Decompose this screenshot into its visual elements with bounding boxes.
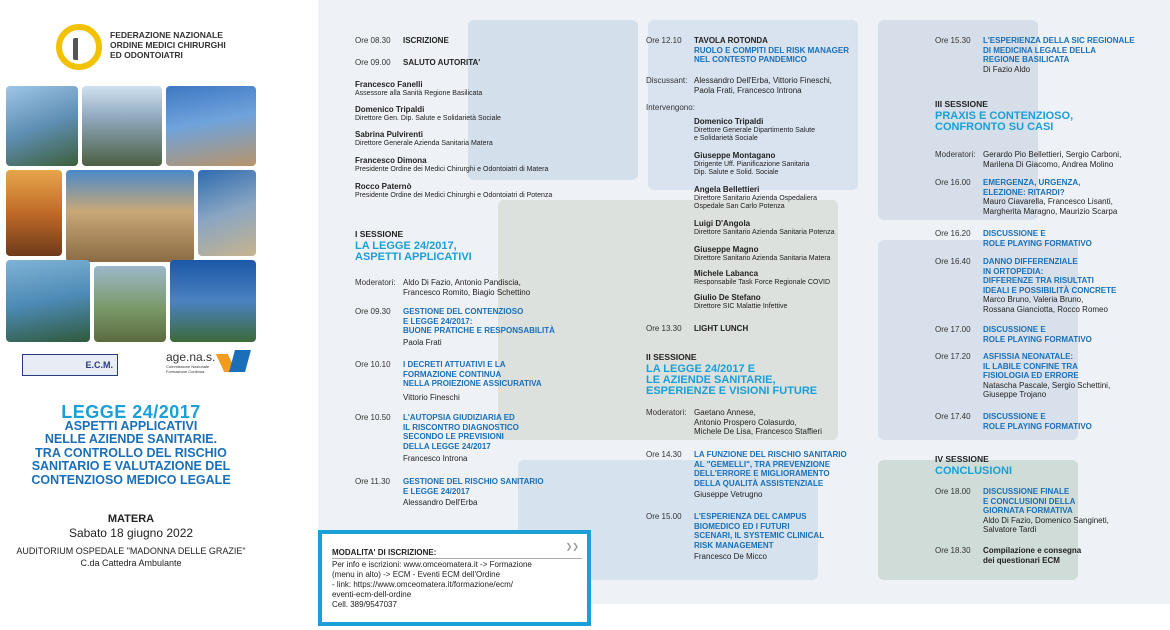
time: Ore 14.30: [646, 450, 682, 459]
event-date: Sabato 18 giugno 2022: [68, 526, 194, 540]
session-label: III SESSIONE: [935, 99, 988, 109]
speaker: Rocco Paternò Presidente Ordine dei Medici Chirurghi e Odontoiatri di Potenza: [355, 182, 553, 199]
fnomceo-emblem-icon: [56, 24, 102, 70]
moderators: Gerardo Pio Bellettieri, Sergio Carboni, Marilena Di Giacomo, Andrea Molino: [983, 150, 1122, 169]
moderators: Gaetano Annese, Antonio Prospero Colasurdo, Michele De Lisa, Francesco Staffieri: [694, 408, 822, 437]
moderators-label: Moderatori:: [646, 408, 687, 417]
speakers-label: Intervengono:: [646, 103, 695, 112]
round-table: TAVOLA ROTONDA RUOLO E COMPITI DEL RISK MANAGER NEL CONTESTO PANDEMICO: [694, 36, 849, 65]
photo-road: [82, 86, 162, 166]
talk: LA FUNZIONE DEL RISCHIO SANITARIO AL "GEMELLI", TRA PREVENZIONE DELL'ERRORE E MIGLIORAMENTO DELLA QUALITÀ ASSISTENZIALE Giuseppe Vetrugno: [694, 450, 847, 500]
speaker: Angela Bellettieri Direttore Sanitario Azienda Ospedaliera Ospedale San Carlo Potenza: [694, 185, 817, 211]
session-title: LA LEGGE 24/2017 E LE AZIENDE SANITARIE, ESPERIENZE E VISIONI FUTURE: [646, 363, 818, 397]
time: Ore 17.20: [935, 352, 971, 361]
time: Ore 12.10: [646, 36, 682, 45]
time: Ore 09.30: [355, 307, 391, 316]
talk: L'ESPERIENZA DELLA SIC REGIONALE DI MEDICINA LEGALE DELLA REGIONE BASILICATA Di Fazio Aldo: [983, 36, 1135, 74]
event-title: LEGGE 24/2017: [61, 402, 201, 422]
speaker: Luigi D'Angola Direttore Sanitario Azienda Sanitaria Potenza: [694, 219, 835, 236]
event-venue: AUDITORIUM OSPEDALE "MADONNA DELLE GRAZIE" C.da Cattedra Ambulante: [16, 546, 246, 568]
agenda-item: SALUTO AUTORITA': [403, 58, 481, 67]
time: Ore 16.00: [935, 178, 971, 187]
time: Ore 09.00: [355, 58, 391, 67]
talk: Compilazione e consegna dei questionari ECM: [983, 546, 1082, 565]
session-label: I SESSIONE: [355, 229, 404, 239]
event-subtitle: ASPETTI APPLICATIVI NELLE AZIENDE SANITARIE. TRA CONTROLLO DEL RISCHIO SANITARIO E VALUTAZIONE DEL CONTENZIOSO MEDICO LEGALE: [31, 419, 231, 487]
speaker: Michele Labanca Responsabile Task Force Regionale COVID: [694, 269, 831, 286]
speaker: Francesco Dimona Presidente Ordine dei Medici Chirurghi e Odontoiatri di Matera: [355, 156, 549, 173]
registration-title: MODALITA' DI ISCRIZIONE:: [332, 548, 437, 557]
agenda-item: ISCRIZIONE: [403, 36, 449, 45]
time: Ore 17.40: [935, 412, 971, 421]
talk: L'ESPERIENZA DEL CAMPUS BIOMEDICO ED I FUTURI SCENARI, IL SYSTEMIC CLINICAL RISK MANAGEMENT Francesco De Micco: [694, 512, 825, 562]
talk: GESTIONE DEL CONTENZIOSO E LEGGE 24/2017: BUONE PRATICHE E RESPONSABILITÀ Paola Frati: [403, 307, 555, 347]
time: Ore 15.00: [646, 512, 682, 521]
lunch: LIGHT LUNCH: [694, 324, 749, 333]
moderators-label: Moderatori:: [935, 150, 976, 159]
speaker: Francesco Fanelli Assessore alla Sanità Regione Basilicata: [355, 80, 483, 97]
photo-matera-center: [66, 170, 194, 262]
time: Ore 16.40: [935, 257, 971, 266]
divider: [332, 558, 582, 559]
agenas-logo: age.na.s. Commissione Nazionale Formazione Continua: [166, 350, 266, 380]
cover-panel: [0, 0, 262, 630]
time: Ore 11.30: [355, 477, 390, 486]
moderators: Aldo Di Fazio, Antonio Pandiscia, Francesco Romito, Biagio Schettino: [403, 278, 531, 297]
photo-columns: [198, 170, 256, 256]
time: Ore 16.20: [935, 229, 971, 238]
time: Ore 18.30: [935, 546, 971, 555]
talk: EMERGENZA, URGENZA, ELEZIONE: RITARDI? Mauro Ciavarella, Francesco Lisanti, Margherita Maragno, Maurizio Scarpa: [983, 178, 1118, 216]
talk: DISCUSSIONE FINALE E CONCLUSIONI DELLA GIORNATA FORMATIVA Aldo Di Fazio, Domenico Sangineti, Salvatore Tardi: [983, 487, 1109, 535]
photo-tower: [166, 86, 256, 166]
photo-mountains: [170, 260, 256, 342]
talk: DISCUSSIONE E ROLE PLAYING FORMATIVO: [983, 412, 1092, 431]
photo-hills: [94, 266, 166, 342]
session-title: LA LEGGE 24/2017, ASPETTI APPLICATIVI: [355, 240, 472, 263]
speaker: Domenico Tripaldi Direttore Generale Dipartimento Salute e Solidarietà Sociale: [694, 117, 816, 143]
talk: ASFISSIA NEONATALE: IL LABILE CONFINE TRA FISIOLOGIA ED ERRORE Natascha Pascale, Sergio Schettini, Giuseppe Trojano: [983, 352, 1111, 400]
photo-mosaic: [6, 86, 256, 342]
moderators-label: Moderatori:: [355, 278, 396, 287]
talk: I DECRETI ATTUATIVI E LA FORMAZIONE CONTINUA NELLA PROIEZIONE ASSICURATIVA Vittorio Fineschi: [403, 360, 542, 402]
talk: GESTIONE DEL RISCHIO SANITARIO E LEGGE 24/2017 Alessandro Dell'Erba: [403, 477, 544, 508]
time: Ore 17.00: [935, 325, 971, 334]
registration-box: [318, 530, 591, 626]
registration-link-cont[interactable]: eventi-ecm-dell-ordine: [332, 590, 412, 599]
speaker: Giuseppe Montagano Dirigente Uff. Pianificazione Sanitaria Dip. Salute e Solid. Sociale: [694, 151, 810, 177]
speaker: Giulio De Stefano Direttore SIC Malattie Infettive: [694, 293, 788, 310]
discussant-label: Discussant:: [646, 76, 688, 85]
event-city: MATERA: [107, 513, 155, 525]
sponsor-logos: [22, 350, 242, 380]
talk: DISCUSSIONE E ROLE PLAYING FORMATIVO: [983, 229, 1092, 248]
time: Ore 08.30: [355, 36, 391, 45]
speaker: Sabrina Pulvirenti Direttore Generale Azienda Sanitaria Matera: [355, 130, 493, 147]
session-label: II SESSIONE: [646, 352, 697, 362]
speaker: Domenico Tripaldi Direttore Gen. Dip. Salute e Solidarietà Sociale: [355, 105, 501, 122]
time: Ore 10.10: [355, 360, 391, 369]
discussants: Alessandro Dell'Erba, Vittorio Fineschi, Paola Frati, Francesco Introna: [694, 76, 832, 95]
talk: DANNO DIFFERENZIALE IN ORTOPEDIA: DIFFERENZE TRA RISULTATI IDEALI E POSSIBILITÀ CONCRETE Marco Bruno, Valeria Bruno, Rossana Gianciotta, Rocco Romeo: [983, 257, 1117, 314]
talk: L'AUTOPSIA GIUDIZIARIA ED IL RISCONTRO DIAGNOSTICO SECONDO LE PREVISIONI DELLA LEGGE 24/2017 Francesco Introna: [403, 413, 519, 464]
speaker: Giuseppe Magno Direttore Sanitario Azienda Sanitaria Matera: [694, 245, 831, 262]
session-title: CONCLUSIONI: [935, 465, 1012, 477]
registration-link[interactable]: - link: https://www.omceomatera.it/formazione/ecm/: [332, 580, 513, 589]
registration-info: Per info e iscrizioni: www.omceomatera.it -> Formazione (menu in alto) -> ECM - Eventi ECM dell'Ordine - link: https://www.omceomatera.it/formazione/ecm/ eventi-ecm-dell-ordine Cell. 389/9547037: [332, 560, 572, 610]
program-panel: [318, 0, 1170, 604]
federation-logo: [56, 24, 246, 74]
ecm-logo: E.C.M.: [22, 354, 118, 376]
chevron-icon: ❯❯: [565, 542, 579, 551]
talk: DISCUSSIONE E ROLE PLAYING FORMATIVO: [983, 325, 1092, 344]
photo-village: [6, 170, 62, 256]
photo-lake: [6, 86, 78, 166]
federation-name: FEDERAZIONE NAZIONALE ORDINE MEDICI CHIRURGHI ED ODONTOIATRI: [110, 30, 226, 60]
time: Ore 13.30: [646, 324, 682, 333]
time: Ore 10.50: [355, 413, 391, 422]
photo-lake-2: [6, 260, 90, 342]
time: Ore 15.30: [935, 36, 971, 45]
session-label: IV SESSIONE: [935, 454, 989, 464]
time: Ore 18.00: [935, 487, 971, 496]
session-title: PRAXIS E CONTENZIOSO, CONFRONTO SU CASI: [935, 110, 1074, 133]
